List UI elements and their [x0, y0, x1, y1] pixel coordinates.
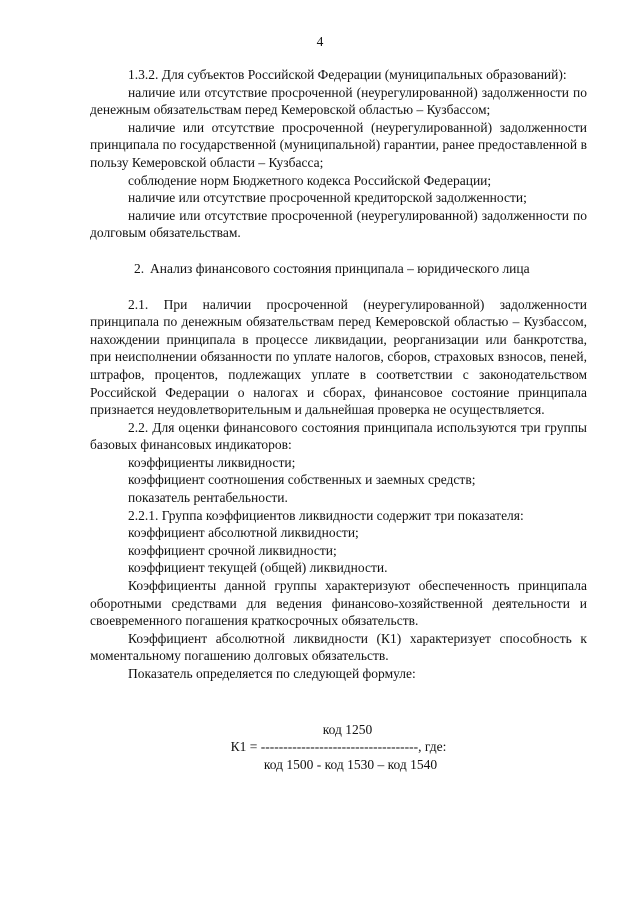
formula-numerator: код 1250	[322, 721, 373, 737]
formula-main: К1 = -----------------------------------, где:	[230, 739, 447, 755]
list-item: коэффициент текущей (общей) ликвидности.	[128, 560, 388, 576]
paragraph: наличие или отсутствие просроченной (неурегулированной) задолженности принципала по государственной (муниципальной) гарантии, ранее предоставленной в пользу Кемеровской области – Кузбасса;	[90, 119, 587, 170]
document-body	[90, 66, 587, 773]
formula-k1	[90, 721, 587, 774]
paragraph: наличие или отсутствие просроченной (неурегулированной) задолженности по долговым обязательствам.	[90, 207, 587, 241]
paragraph: наличие или отсутствие просроченной кредиторской задолженности;	[128, 190, 527, 206]
paragraph: 2.1. При наличии просроченной (неурегулированной) задолженности принципала по денежным обязательствам перед Кемеровской областью – Кузбассом, нахождении принципала в процессе ликвидации, реорганизации или банкротства, при неисполнении обязанности по уплате налогов, сборов, страховых взносов, пеней, штрафов, процентов, подлежащих уплате в соответствии с законодательством Российской Федерации о налогах и сборах, финансовое состояние принципала признается неудовлетворительным и дальнейшая проверка не осуществляется.	[90, 296, 587, 418]
list-item: коэффициент срочной ликвидности;	[128, 542, 337, 558]
list-item: коэффициент соотношения собственных и заемных средств;	[128, 472, 476, 488]
list-item: коэффициент абсолютной ликвидности;	[128, 525, 359, 541]
paragraph: 2.2. Для оценки финансового состояния принципала используются три группы базовых финансовых индикаторов:	[90, 419, 587, 453]
paragraph: Коэффициенты данной группы характеризуют обеспеченность принципала оборотными средствами для ведения финансово-хозяйственной деятельности и своевременного погашения краткосрочных обязательств.	[90, 578, 587, 629]
paragraph: 2.2.1. Группа коэффициентов ликвидности содержит три показателя:	[128, 507, 524, 523]
paragraph: наличие или отсутствие просроченной (неурегулированной) задолженности по денежным обязательствам перед Кемеровской областью – Кузбассом;	[90, 84, 587, 118]
section-title: Анализ финансового состояния принципала – юридического лица	[150, 260, 530, 276]
formula-denominator: код 1500 - код 1530 – код 1540	[263, 756, 438, 772]
paragraph: 1.3.2. Для субъектов Российской Федерации (муниципальных образований):	[128, 67, 567, 82]
paragraph: Коэффициент абсолютной ликвидности (К1) характеризует способность к моментальному погашению долговых обязательств.	[90, 630, 587, 664]
page-number: 4	[316, 34, 324, 49]
section-number: 2.	[134, 260, 145, 276]
section-heading	[90, 260, 587, 278]
paragraph: соблюдение норм Бюджетного кодекса Российской Федерации;	[128, 172, 492, 188]
paragraph: Показатель определяется по следующей формуле:	[128, 666, 416, 681]
list-item: показатель рентабельности.	[128, 490, 288, 506]
list-item: коэффициенты ликвидности;	[128, 454, 296, 470]
